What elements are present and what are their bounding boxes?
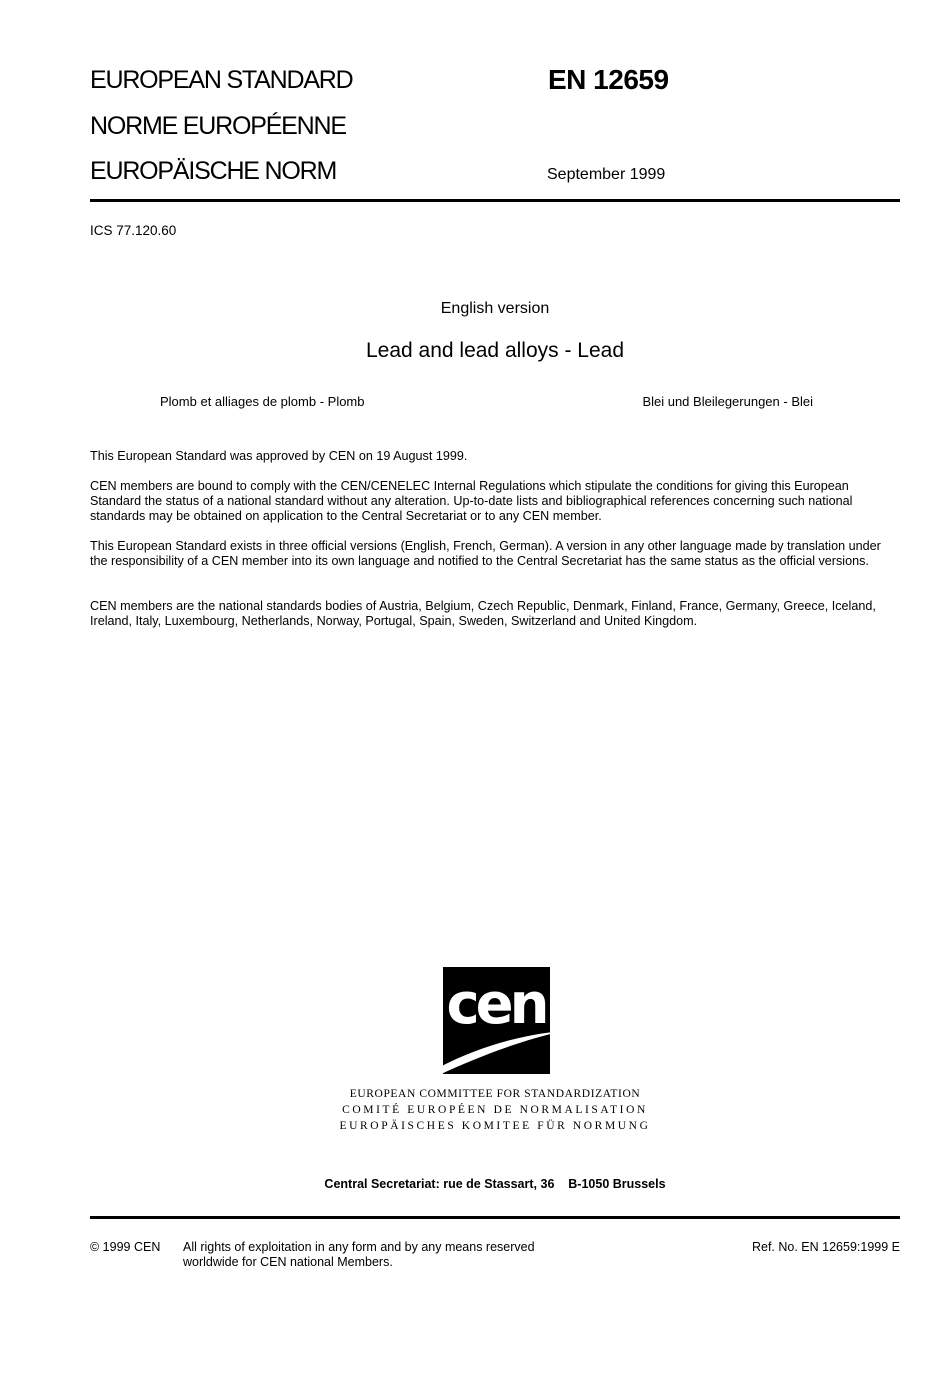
cen-name-german: EUROPÄISCHES KOMITEE FÜR NORMUNG [339,1120,651,1132]
cen-name-french: COMITÉ EUROPÉEN DE NORMALISATION [342,1104,648,1116]
title-french: NORME EUROPÉENNE [90,112,346,140]
cen-logo [443,967,550,1074]
language-version: English version [440,300,550,317]
title-french-alt: Plomb et alliages de plomb - Plomb [160,394,365,409]
members-paragraph: CEN members are the national standards bodies of Austria, Belgium, Czech Republic, Denmark, Finland, France, Germany, Greece, Iceland, Ireland, Italy, Luxembourg, Netherlands, Norway, Portugal, Spain, Sweden, Switzerland and United Kingdom. [90,599,876,628]
copyright: © 1999 CEN [90,1240,161,1254]
reference-number: Ref. No. EN 12659:1999 E [751,1240,900,1254]
header-divider [90,199,900,202]
title-german: EUROPÄISCHE NORM [90,157,337,185]
versions-paragraph: This European Standard exists in three official versions (English, French, German). A version in any other language made by translation under the responsibility of a CEN member into its own language and notified to the Central Secretariat has the same status as the official versions. [90,539,881,568]
secretariat-address: Central Secretariat: rue de Stassart, 36 B-1050 Brussels [324,1177,666,1191]
cen-logo-text: cen [446,972,546,1037]
ics-code: ICS 77.120.60 [90,223,177,238]
title-german-alt: Blei und Bleilegerungen - Blei [642,394,813,409]
footer-divider [90,1216,900,1219]
publication-date: September 1999 [547,166,666,183]
cen-name-english: EUROPEAN COMMITTEE FOR STANDARDIZATION [349,1088,641,1100]
rights-line-2: worldwide for CEN national Members. [183,1255,393,1269]
rights-line-1: All rights of exploitation in any form and by any means reserved [183,1240,535,1254]
title-english: EUROPEAN STANDARD [90,66,353,94]
cen-logo-graphic [443,967,550,1074]
regulations-paragraph: CEN members are bound to comply with the CEN/CENELEC Internal Regulations which stipulate the conditions for giving this European Standard the status of a national standard without any alteration. Up-to-date lists and bibliographical references concerning such national standards may be obtained on application to the Central Secretariat or to any CEN member. [90,479,853,523]
approval-paragraph: This European Standard was approved by CEN on 19 August 1999. [90,449,468,463]
document-title: Lead and lead alloys - Lead [365,339,625,362]
standard-number: EN 12659 [548,64,669,95]
